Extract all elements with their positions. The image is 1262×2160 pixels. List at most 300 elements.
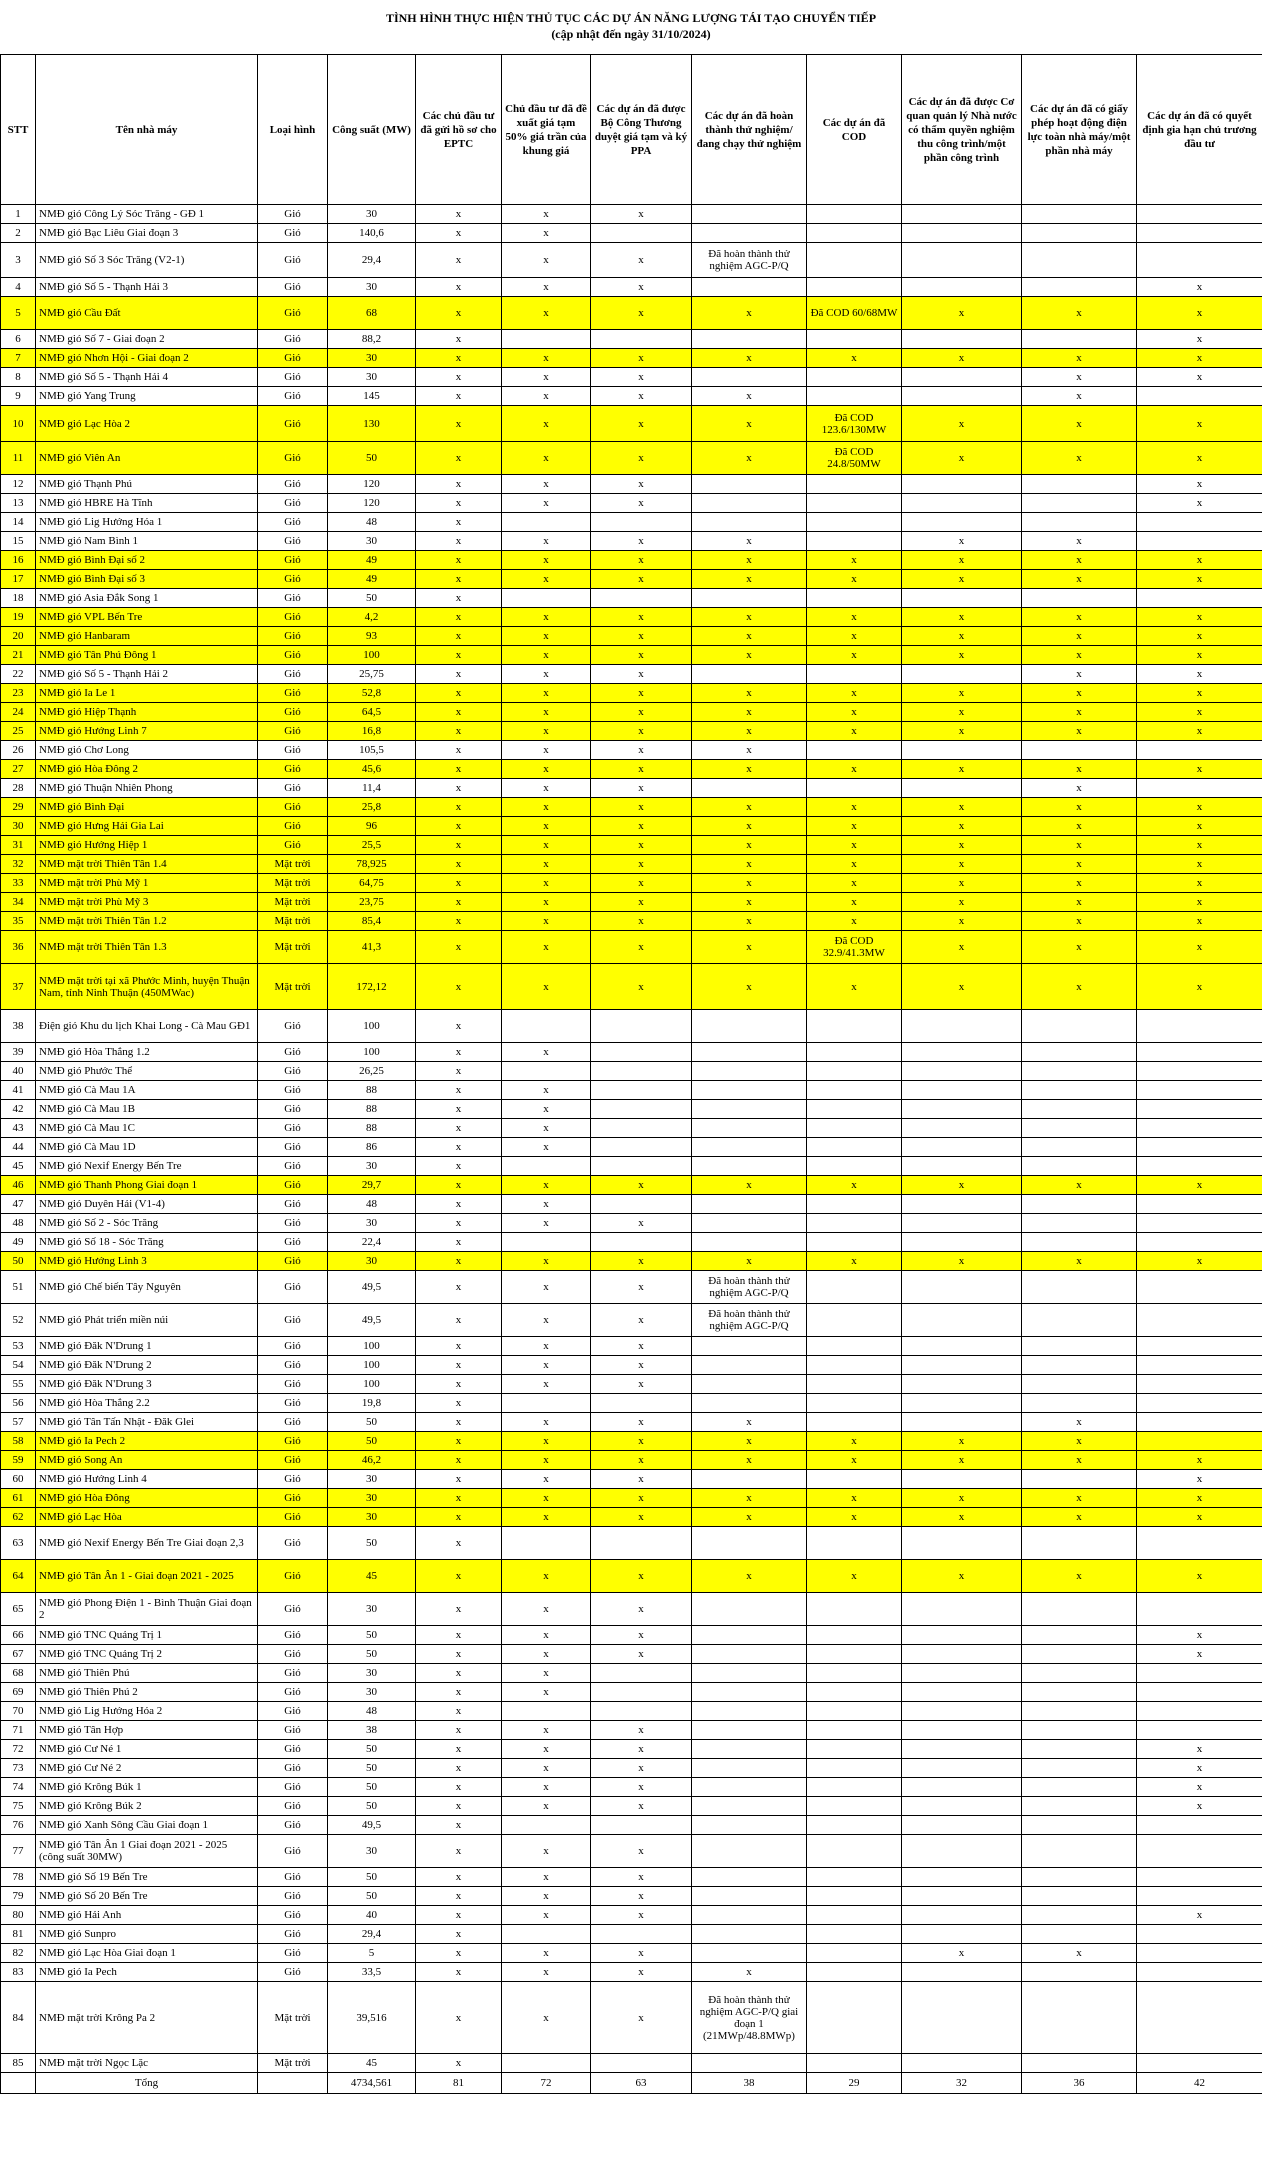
cell-testing: x — [692, 760, 807, 779]
cell-capacity: 30 — [328, 1157, 416, 1176]
cell-testing: x — [692, 1489, 807, 1508]
cell-ppa-approved: x — [591, 931, 692, 964]
cell-submitted-eptc: x — [416, 912, 502, 931]
cell-plant-name: NMĐ gió Thiên Phú 2 — [36, 1683, 258, 1702]
cell-proposed-price — [502, 589, 591, 608]
cell-stt: 16 — [1, 551, 36, 570]
cell-cod — [807, 1868, 902, 1887]
cell-submitted-eptc: x — [416, 1119, 502, 1138]
cell-plant-name: NMĐ gió Nam Bình 1 — [36, 532, 258, 551]
cell-license: x — [1022, 297, 1137, 330]
header-acceptance: Các dự án đã được Cơ quan quản lý Nhà nước có thẩm quyền nghiệm thu công trình/một phần công trình — [902, 55, 1022, 205]
cell-type: Gió — [258, 387, 328, 406]
cell-type: Gió — [258, 532, 328, 551]
cell-testing — [692, 1593, 807, 1626]
cell-proposed-price: x — [502, 1645, 591, 1664]
cell-proposed-price: x — [502, 1252, 591, 1271]
cell-testing: Đã hoàn thành thử nghiệm AGC-P/Q — [692, 1304, 807, 1337]
cell-plant-name: NMĐ gió Krông Búk 1 — [36, 1778, 258, 1797]
cell-stt: 39 — [1, 1043, 36, 1062]
cell-acceptance: x — [902, 836, 1022, 855]
cell-testing: Đã hoàn thành thử nghiệm AGC-P/Q giai đoạn 1 (21MWp/48.8MWp) — [692, 1982, 807, 2054]
cell-cod: x — [807, 722, 902, 741]
cell-extension: x — [1137, 1252, 1262, 1271]
cell-capacity: 50 — [328, 589, 416, 608]
cell-plant-name: NMĐ gió Lạc Hòa 2 — [36, 406, 258, 442]
cell-capacity: 30 — [328, 1835, 416, 1868]
table-row — [1, 589, 1262, 608]
cell-capacity: 64,75 — [328, 874, 416, 893]
cell-capacity: 88 — [328, 1119, 416, 1138]
cell-plant-name: NMĐ mặt trời Krông Pa 2 — [36, 1982, 258, 2054]
document-subtitle: (cập nhật đến ngày 31/10/2024) — [551, 27, 711, 41]
cell-extension — [1137, 2054, 1262, 2073]
table-row — [1, 1683, 1262, 1702]
cell-acceptance — [902, 1394, 1022, 1413]
cell-license — [1022, 1925, 1137, 1944]
cell-submitted-eptc: x — [416, 1356, 502, 1375]
cell-stt: 72 — [1, 1740, 36, 1759]
cell-cod — [807, 1906, 902, 1925]
cell-submitted-eptc: x — [416, 1271, 502, 1304]
cell-acceptance — [902, 1835, 1022, 1868]
cell-cod — [807, 368, 902, 387]
cell-submitted-eptc: x — [416, 2054, 502, 2073]
cell-plant-name: NMĐ gió Cư Né 1 — [36, 1740, 258, 1759]
cell-capacity: 50 — [328, 1413, 416, 1432]
cell-type: Gió — [258, 1271, 328, 1304]
cell-extension: x — [1137, 874, 1262, 893]
cell-ppa-approved — [591, 1138, 692, 1157]
cell-cod: x — [807, 760, 902, 779]
cell-ppa-approved: x — [591, 349, 692, 368]
cell-acceptance — [902, 1470, 1022, 1489]
cell-extension — [1137, 1835, 1262, 1868]
cell-acceptance: x — [902, 297, 1022, 330]
cell-stt: 36 — [1, 931, 36, 964]
cell-extension — [1137, 1394, 1262, 1413]
cell-cod — [807, 1816, 902, 1835]
cell-type: Gió — [258, 722, 328, 741]
cell-type: Gió — [258, 836, 328, 855]
cell-capacity: 50 — [328, 1432, 416, 1451]
cell-capacity: 50 — [328, 442, 416, 475]
cell-submitted-eptc: x — [416, 964, 502, 1010]
cell-cod — [807, 2054, 902, 2073]
cell-plant-name: NMĐ gió Song An — [36, 1451, 258, 1470]
cell-capacity: 100 — [328, 1337, 416, 1356]
cell-type: Gió — [258, 1527, 328, 1560]
cell-acceptance: x — [902, 1176, 1022, 1195]
cell-ppa-approved — [591, 330, 692, 349]
cell-submitted-eptc: x — [416, 741, 502, 760]
cell-ppa-approved — [591, 1683, 692, 1702]
cell-capacity: 30 — [328, 1214, 416, 1233]
cell-ppa-approved: x — [591, 1304, 692, 1337]
header-testing: Các dự án đã hoàn thành thử nghiệm/đang chạy thử nghiệm — [692, 55, 807, 205]
cell-submitted-eptc: x — [416, 1982, 502, 2054]
table-row — [1, 1100, 1262, 1119]
cell-type: Gió — [258, 475, 328, 494]
cell-stt: 7 — [1, 349, 36, 368]
cell-proposed-price — [502, 1157, 591, 1176]
cell-type: Gió — [258, 646, 328, 665]
cell-proposed-price: x — [502, 1195, 591, 1214]
cell-extension — [1137, 1062, 1262, 1081]
cell-type: Gió — [258, 1356, 328, 1375]
cell-testing: x — [692, 1963, 807, 1982]
header-stt: STT — [1, 55, 36, 205]
cell-extension: x — [1137, 1508, 1262, 1527]
table-row — [1, 1337, 1262, 1356]
cell-testing: x — [692, 349, 807, 368]
cell-ppa-approved: x — [591, 1214, 692, 1233]
cell-license: x — [1022, 1176, 1137, 1195]
cell-cod: x — [807, 1176, 902, 1195]
cell-capacity: 5 — [328, 1944, 416, 1963]
cell-plant-name: NMĐ gió Viên An — [36, 442, 258, 475]
table-row — [1, 1356, 1262, 1375]
cell-capacity: 85,4 — [328, 912, 416, 931]
cell-acceptance: x — [902, 931, 1022, 964]
cell-cod — [807, 1527, 902, 1560]
cell-stt: 84 — [1, 1982, 36, 2054]
header-cod: Các dự án đã COD — [807, 55, 902, 205]
cell-capacity: 49 — [328, 570, 416, 589]
cell-testing — [692, 1816, 807, 1835]
cell-submitted-eptc: x — [416, 1906, 502, 1925]
table-row — [1, 1470, 1262, 1489]
cell-ppa-approved: x — [591, 475, 692, 494]
table-row — [1, 297, 1262, 330]
cell-submitted-eptc: x — [416, 406, 502, 442]
table-row — [1, 1835, 1262, 1868]
cell-extension: x — [1137, 442, 1262, 475]
cell-type: Gió — [258, 205, 328, 224]
cell-acceptance: x — [902, 551, 1022, 570]
cell-stt: 67 — [1, 1645, 36, 1664]
cell-stt: 1 — [1, 205, 36, 224]
cell-stt: 38 — [1, 1010, 36, 1043]
table-row — [1, 931, 1262, 964]
cell-ppa-approved — [591, 1195, 692, 1214]
cell-stt: 35 — [1, 912, 36, 931]
cell-acceptance — [902, 475, 1022, 494]
cell-acceptance — [902, 1375, 1022, 1394]
cell-type: Gió — [258, 1664, 328, 1683]
cell-extension — [1137, 1721, 1262, 1740]
cell-ppa-approved: x — [591, 551, 692, 570]
cell-ppa-approved: x — [591, 368, 692, 387]
cell-cod: x — [807, 1560, 902, 1593]
cell-extension — [1137, 1337, 1262, 1356]
cell-type: Gió — [258, 1683, 328, 1702]
cell-testing — [692, 1527, 807, 1560]
cell-ppa-approved: x — [591, 1560, 692, 1593]
cell-cod — [807, 1778, 902, 1797]
table-row — [1, 406, 1262, 442]
table-row — [1, 779, 1262, 798]
cell-ppa-approved: x — [591, 1797, 692, 1816]
cell-cod: x — [807, 874, 902, 893]
cell-proposed-price: x — [502, 817, 591, 836]
table-row — [1, 1271, 1262, 1304]
cell-acceptance — [902, 224, 1022, 243]
cell-testing: x — [692, 874, 807, 893]
cell-proposed-price: x — [502, 1337, 591, 1356]
cell-stt: 52 — [1, 1304, 36, 1337]
cell-type: Mặt trời — [258, 2054, 328, 2073]
cell-submitted-eptc: x — [416, 278, 502, 297]
cell-capacity: 30 — [328, 1593, 416, 1626]
cell-stt: 75 — [1, 1797, 36, 1816]
cell-cod — [807, 1233, 902, 1252]
cell-proposed-price: x — [502, 1626, 591, 1645]
cell-stt: 46 — [1, 1176, 36, 1195]
cell-cod — [807, 1963, 902, 1982]
cell-ppa-approved: x — [591, 442, 692, 475]
cell-submitted-eptc: x — [416, 684, 502, 703]
cell-proposed-price — [502, 330, 591, 349]
cell-acceptance — [902, 1214, 1022, 1233]
cell-plant-name: NMĐ gió Hòa Đông 2 — [36, 760, 258, 779]
cell-proposed-price: x — [502, 798, 591, 817]
cell-plant-name: NMĐ mặt trời Ngọc Lặc — [36, 2054, 258, 2073]
cell-submitted-eptc: x — [416, 1868, 502, 1887]
cell-type: Gió — [258, 1010, 328, 1043]
cell-plant-name: Điện gió Khu du lịch Khai Long - Cà Mau GĐ1 — [36, 1010, 258, 1043]
cell-license: x — [1022, 1560, 1137, 1593]
cell-submitted-eptc: x — [416, 1759, 502, 1778]
cell-ppa-approved: x — [591, 893, 692, 912]
cell-acceptance — [902, 243, 1022, 278]
table-row — [1, 243, 1262, 278]
cell-plant-name: NMĐ gió Ia Pech — [36, 1963, 258, 1982]
cell-license — [1022, 278, 1137, 297]
cell-stt: 29 — [1, 798, 36, 817]
table-row — [1, 1982, 1262, 2054]
cell-proposed-price: x — [502, 1508, 591, 1527]
cell-cod — [807, 1721, 902, 1740]
cell-submitted-eptc: x — [416, 855, 502, 874]
cell-submitted-eptc: x — [416, 442, 502, 475]
cell-extension: x — [1137, 931, 1262, 964]
cell-submitted-eptc: x — [416, 1451, 502, 1470]
cell-testing: x — [692, 442, 807, 475]
cell-testing — [692, 1944, 807, 1963]
cell-capacity: 145 — [328, 387, 416, 406]
cell-plant-name: NMĐ gió Số 5 - Thạnh Hải 3 — [36, 278, 258, 297]
cell-capacity: 30 — [328, 532, 416, 551]
cell-extension: x — [1137, 1740, 1262, 1759]
cell-plant-name: NMĐ gió Cà Mau 1B — [36, 1100, 258, 1119]
cell-proposed-price: x — [502, 684, 591, 703]
cell-acceptance — [902, 1963, 1022, 1982]
table-row — [1, 722, 1262, 741]
cell-proposed-price: x — [502, 741, 591, 760]
cell-stt: 44 — [1, 1138, 36, 1157]
cell-acceptance — [902, 1337, 1022, 1356]
cell-testing — [692, 1062, 807, 1081]
table-row — [1, 1797, 1262, 1816]
cell-cod — [807, 475, 902, 494]
cell-proposed-price: x — [502, 1664, 591, 1683]
cell-license — [1022, 1740, 1137, 1759]
header-plant-name: Tên nhà máy — [36, 55, 258, 205]
cell-ppa-approved: x — [591, 1356, 692, 1375]
cell-ppa-approved: x — [591, 1375, 692, 1394]
cell-cod — [807, 1062, 902, 1081]
cell-acceptance: x — [902, 874, 1022, 893]
cell-submitted-eptc: x — [416, 1683, 502, 1702]
cell-submitted-eptc: x — [416, 1081, 502, 1100]
cell-license — [1022, 224, 1137, 243]
cell-license — [1022, 1304, 1137, 1337]
cell-testing: x — [692, 608, 807, 627]
cell-cod — [807, 1043, 902, 1062]
cell-proposed-price: x — [502, 1593, 591, 1626]
cell-license — [1022, 1271, 1137, 1304]
cell-ppa-approved: x — [591, 1626, 692, 1645]
cell-license: x — [1022, 703, 1137, 722]
cell-cod — [807, 1944, 902, 1963]
cell-plant-name: NMĐ gió Hòa Đông — [36, 1489, 258, 1508]
cell-ppa-approved: x — [591, 855, 692, 874]
cell-ppa-approved: x — [591, 297, 692, 330]
cell-submitted-eptc: x — [416, 1138, 502, 1157]
cell-capacity: 120 — [328, 494, 416, 513]
cell-testing: x — [692, 1432, 807, 1451]
table-row — [1, 1560, 1262, 1593]
cell-ppa-approved — [591, 1664, 692, 1683]
cell-stt: 20 — [1, 627, 36, 646]
cell-acceptance — [902, 205, 1022, 224]
cell-testing — [692, 1010, 807, 1043]
cell-plant-name: NMĐ gió Lig Hướng Hóa 1 — [36, 513, 258, 532]
cell-type: Gió — [258, 798, 328, 817]
cell-ppa-approved: x — [591, 646, 692, 665]
cell-submitted-eptc: x — [416, 627, 502, 646]
cell-ppa-approved: x — [591, 779, 692, 798]
cell-plant-name: NMĐ gió Lig Hướng Hóa 2 — [36, 1702, 258, 1721]
cell-type: Gió — [258, 513, 328, 532]
total-row — [1, 2073, 1262, 2094]
cell-extension — [1137, 205, 1262, 224]
cell-submitted-eptc: x — [416, 798, 502, 817]
cell-proposed-price: x — [502, 297, 591, 330]
cell-capacity: 49,5 — [328, 1271, 416, 1304]
cell-license: x — [1022, 1413, 1137, 1432]
cell-stt: 41 — [1, 1081, 36, 1100]
cell-ppa-approved — [591, 1157, 692, 1176]
cell-capacity: 100 — [328, 1043, 416, 1062]
cell-type: Gió — [258, 1100, 328, 1119]
cell-type: Gió — [258, 551, 328, 570]
cell-proposed-price: x — [502, 1489, 591, 1508]
cell-proposed-price: x — [502, 1375, 591, 1394]
cell-testing — [692, 1626, 807, 1645]
cell-submitted-eptc: x — [416, 387, 502, 406]
cell-proposed-price: x — [502, 475, 591, 494]
cell-submitted-eptc: x — [416, 665, 502, 684]
cell-type: Mặt trời — [258, 931, 328, 964]
cell-stt: 70 — [1, 1702, 36, 1721]
cell-cod: x — [807, 836, 902, 855]
cell-extension — [1137, 779, 1262, 798]
cell-ppa-approved — [591, 1062, 692, 1081]
cell-acceptance: x — [902, 406, 1022, 442]
cell-capacity: 50 — [328, 1527, 416, 1560]
cell-plant-name: NMĐ gió Công Lý Sóc Trăng - GĐ 1 — [36, 205, 258, 224]
cell-testing: x — [692, 817, 807, 836]
cell-capacity: 96 — [328, 817, 416, 836]
total-label: Tổng — [36, 2073, 258, 2094]
cell-plant-name: NMĐ mặt trời tại xã Phước Minh, huyện Thuận Nam, tỉnh Ninh Thuận (450MWac) — [36, 964, 258, 1010]
cell-plant-name: NMĐ gió Cà Mau 1D — [36, 1138, 258, 1157]
cell-type: Gió — [258, 349, 328, 368]
cell-type: Gió — [258, 817, 328, 836]
cell-acceptance — [902, 1925, 1022, 1944]
cell-stt: 25 — [1, 722, 36, 741]
cell-testing — [692, 1740, 807, 1759]
cell-capacity: 105,5 — [328, 741, 416, 760]
cell-extension: x — [1137, 349, 1262, 368]
cell-proposed-price: x — [502, 1081, 591, 1100]
cell-stt: 21 — [1, 646, 36, 665]
cell-extension: x — [1137, 665, 1262, 684]
cell-capacity: 40 — [328, 1906, 416, 1925]
cell-proposed-price: x — [502, 368, 591, 387]
cell-submitted-eptc: x — [416, 589, 502, 608]
cell-cod — [807, 1683, 902, 1702]
cell-cod: x — [807, 646, 902, 665]
cell-capacity: 50 — [328, 1740, 416, 1759]
cell-proposed-price — [502, 1702, 591, 1721]
cell-type: Gió — [258, 1759, 328, 1778]
cell-ppa-approved: x — [591, 1721, 692, 1740]
table-row — [1, 1304, 1262, 1337]
cell-stt: 17 — [1, 570, 36, 589]
cell-type: Gió — [258, 1304, 328, 1337]
cell-acceptance — [902, 1195, 1022, 1214]
cell-proposed-price: x — [502, 1944, 591, 1963]
cell-testing: x — [692, 1451, 807, 1470]
total-proposed-price: 72 — [502, 2073, 591, 2094]
cell-capacity: 48 — [328, 1195, 416, 1214]
cell-ppa-approved: x — [591, 243, 692, 278]
cell-plant-name: NMĐ gió Hướng Hiệp 1 — [36, 836, 258, 855]
cell-type: Gió — [258, 1868, 328, 1887]
cell-plant-name: NMĐ gió Cầu Đất — [36, 297, 258, 330]
cell-acceptance: x — [902, 684, 1022, 703]
cell-extension: x — [1137, 1797, 1262, 1816]
cell-ppa-approved: x — [591, 1982, 692, 2054]
cell-proposed-price: x — [502, 1119, 591, 1138]
cell-proposed-price: x — [502, 205, 591, 224]
table-row — [1, 855, 1262, 874]
cell-acceptance: x — [902, 722, 1022, 741]
header-capacity: Công suất (MW) — [328, 55, 416, 205]
cell-type: Gió — [258, 1560, 328, 1593]
cell-acceptance — [902, 1887, 1022, 1906]
table-row — [1, 1721, 1262, 1740]
cell-stt: 64 — [1, 1560, 36, 1593]
cell-plant-name: NMĐ gió VPL Bến Tre — [36, 608, 258, 627]
cell-submitted-eptc: x — [416, 1394, 502, 1413]
cell-license — [1022, 1797, 1137, 1816]
cell-testing: x — [692, 741, 807, 760]
cell-ppa-approved: x — [591, 817, 692, 836]
